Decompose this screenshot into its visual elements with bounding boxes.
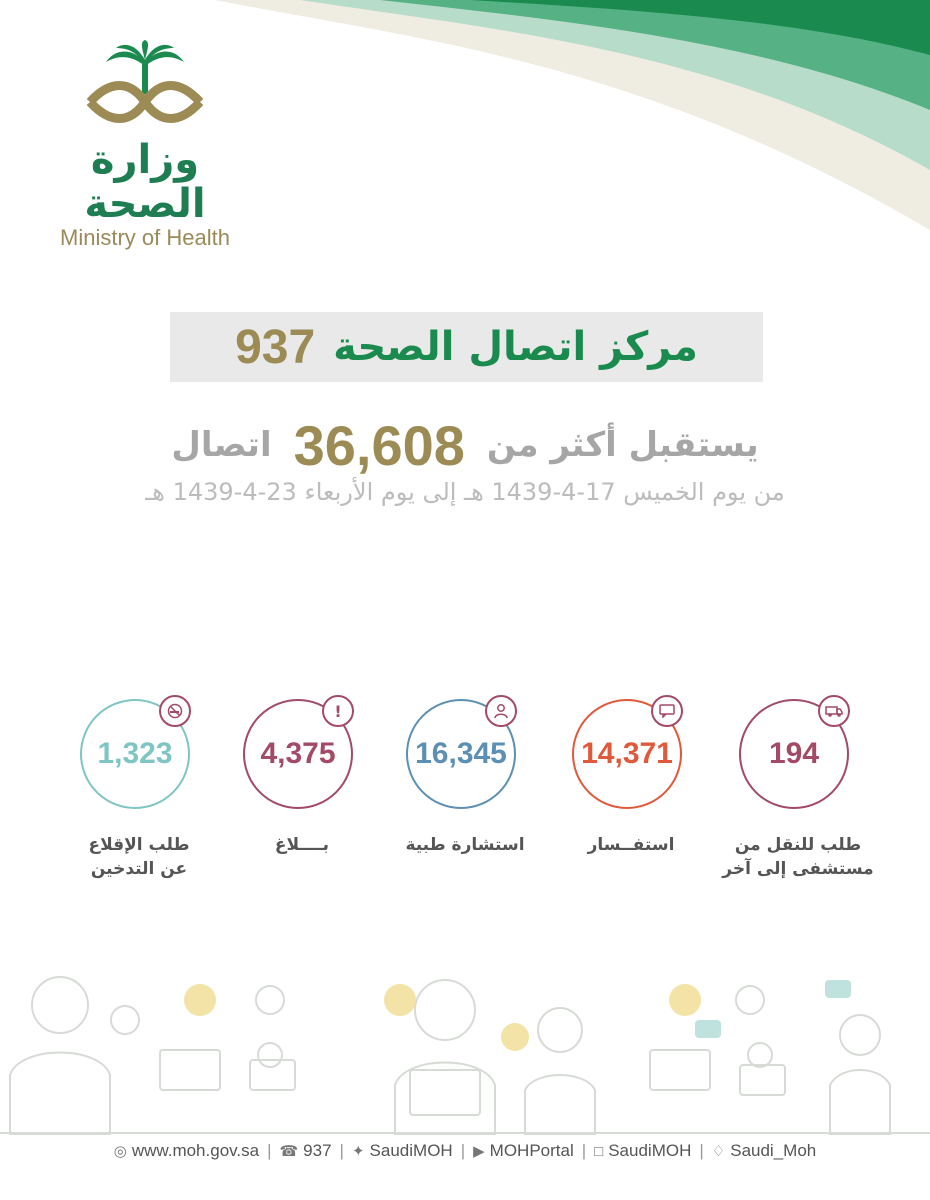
call-center-illustration — [0, 975, 930, 1135]
snapchat-icon: ♢ — [711, 1143, 726, 1160]
footer-facebook[interactable] — [594, 1141, 691, 1161]
ministry-logo — [40, 40, 250, 250]
summary-period: من يوم الخميس 17-4-1439 هـ إلى يوم الأربعاء 23-4-1439 هـ — [145, 478, 785, 506]
footer-snapchat[interactable] — [712, 1141, 816, 1161]
stat-quit-smoking — [74, 695, 204, 885]
stat-transfer-requests — [722, 695, 874, 885]
logo-text-arabic: وزارة الصحة — [84, 137, 206, 227]
stat-label — [54, 833, 224, 881]
stat-value: 14,371 — [581, 737, 673, 770]
stat-value: 194 — [768, 737, 820, 770]
footer-youtube-text: MOHPortal — [489, 1141, 574, 1160]
stat-label — [546, 833, 716, 857]
stat-label-line1: بــــلاغ — [274, 835, 330, 855]
youtube-icon: ▶ — [473, 1143, 485, 1160]
footer-snapchat-text: Saudi_Moh — [730, 1141, 817, 1160]
stat-label — [217, 833, 387, 857]
footer-phone[interactable] — [279, 1141, 331, 1161]
alert-icon: ! — [322, 695, 354, 727]
no-smoking-icon — [159, 695, 191, 727]
stat-value: 16,345 — [415, 737, 507, 770]
twitter-icon: ✦ — [351, 1143, 365, 1160]
stat-label — [380, 833, 550, 857]
footer-youtube[interactable] — [473, 1141, 574, 1161]
footer-website-text: www.moh.gov.sa — [131, 1141, 260, 1160]
stat-reports — [237, 695, 367, 885]
stat-label-line1: استشارة طبية — [405, 835, 525, 855]
stat-label-line1: طلب للنقل من — [734, 835, 862, 855]
stat-inquiries — [566, 695, 696, 885]
headline-banner — [170, 312, 763, 382]
palm-emblem-icon — [70, 40, 220, 136]
stat-label-line2: مستشفى إلى آخر — [722, 859, 874, 879]
facebook-icon: □ — [594, 1142, 604, 1160]
globe-icon: ◎ — [113, 1143, 127, 1160]
stat-medical-consultations — [400, 695, 530, 885]
footer-separator: | — [339, 1141, 344, 1160]
footer-separator: | — [699, 1141, 704, 1160]
footer-separator: | — [267, 1141, 272, 1160]
summary-suffix: اتصال — [171, 425, 272, 465]
phone-icon: ☎ — [279, 1143, 299, 1160]
summary-prefix: يستقبل أكثر من — [486, 425, 759, 465]
stat-label-line1: استفــسار — [587, 835, 675, 855]
summary-number: 36,608 — [293, 413, 465, 477]
chat-icon — [651, 695, 683, 727]
stat-value: 4,375 — [260, 737, 336, 770]
footer-website[interactable] — [114, 1141, 259, 1161]
headline-title: مركز اتصال الصحة — [333, 324, 698, 370]
doctor-icon — [485, 695, 517, 727]
headline-number: 937 — [235, 320, 316, 374]
footer-facebook-text: SaudiMOH — [608, 1141, 692, 1160]
footer-phone-text: 937 — [303, 1141, 332, 1160]
stat-label-line2: عن التدخين — [90, 859, 188, 879]
stat-value: 1,323 — [97, 737, 173, 770]
footer-contact-bar — [0, 1132, 930, 1170]
stat-label — [713, 833, 883, 881]
logo-text-english: Ministry of Health — [60, 225, 230, 250]
footer-separator: | — [460, 1141, 466, 1160]
footer-twitter[interactable] — [352, 1141, 453, 1161]
footer-separator: | — [581, 1141, 587, 1160]
ambulance-icon — [818, 695, 850, 727]
calls-summary — [150, 405, 780, 485]
footer-twitter-text: SaudiMOH — [369, 1141, 453, 1160]
stat-label-line1: طلب الإقلاع — [88, 835, 190, 855]
